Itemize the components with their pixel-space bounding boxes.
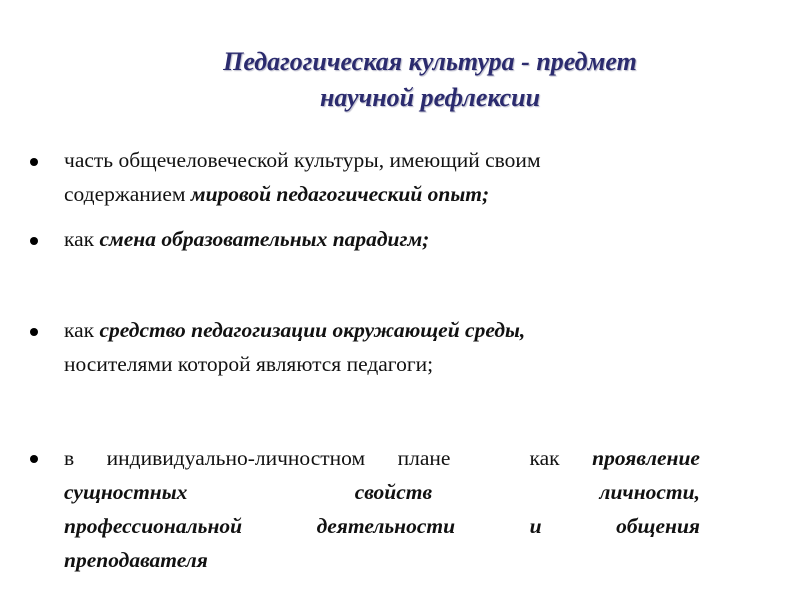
list-item-1 — [64, 143, 704, 211]
list-item-3 — [64, 313, 704, 381]
list-item-1-emphasis: мировой педагогический опыт; — [190, 182, 490, 206]
list-item-4-word: свойств — [354, 480, 433, 504]
list-item-4-word: и — [529, 514, 542, 538]
list-item-4-word: плане — [397, 446, 451, 470]
list-item-4-word: сущностных — [64, 480, 188, 504]
list-item-2-emphasis: смена образовательных парадигм; — [99, 227, 430, 251]
list-item-4-word: профессиональной — [64, 514, 243, 538]
list-item-2-line-1 — [64, 222, 704, 256]
list-item-1-line-1: часть общечеловеческой культуры, имеющий своим — [64, 148, 541, 172]
list-item-3-line-2: носителями которой являются педагоги; — [64, 352, 434, 376]
list-item-4-word: деятельности — [316, 514, 456, 538]
list-item-4-line-1 — [64, 441, 700, 475]
list-item-3-line-1 — [64, 313, 704, 347]
title-line-1: Педагогическая культура - предмет — [223, 47, 637, 76]
bullet-dot-2 — [30, 237, 38, 245]
list-item-4-word: как — [529, 446, 560, 470]
bullet-dot-1 — [30, 158, 38, 166]
list-item-4-word: общения — [616, 514, 700, 538]
list-item-2-plain: как — [64, 227, 100, 251]
list-item-1-line-2 — [64, 177, 704, 211]
bullet-dot-4 — [30, 455, 38, 463]
slide-title — [120, 44, 740, 116]
list-item-4-line-2 — [64, 475, 700, 509]
list-item-1-plain: содержанием — [64, 182, 191, 206]
bullet-dot-3 — [30, 328, 38, 336]
list-item-4-emphasis: проявление — [592, 446, 700, 470]
list-item-4-word: индивидуально-личностном — [106, 446, 366, 470]
list-item-4-line-4: преподавателя — [64, 548, 208, 572]
list-item-4-word: личности, — [599, 480, 700, 504]
title-line-2: научной рефлексии — [319, 83, 541, 112]
list-item-3-emphasis: средство педагогизации окружающей среды, — [99, 318, 526, 342]
list-item-4 — [64, 441, 704, 577]
list-item-2 — [64, 222, 704, 256]
list-item-4-line-3 — [64, 509, 700, 543]
list-item-4-gap — [483, 441, 497, 475]
list-item-3-plain: как — [64, 318, 100, 342]
list-item-4-word: в — [64, 446, 75, 470]
